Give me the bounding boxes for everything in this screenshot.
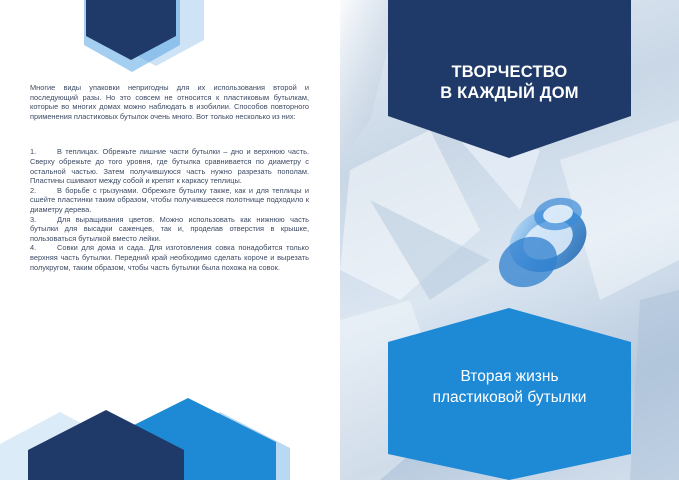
right-panel-cover bbox=[340, 0, 679, 480]
cover-subtitle bbox=[388, 366, 631, 408]
list-item-2 bbox=[30, 186, 309, 215]
list-number: 4. bbox=[30, 243, 37, 253]
intro-paragraph: Многие виды упаковки непригодны для их использования второй и последующий разы. Но это совсем не относится к пластиковым бутылкам, которые во многих домах можно наблюдать в изобилии. Способов повторного применения пластиковых бутылок очень много. Вот только несколько из них: bbox=[30, 83, 309, 121]
title-line-1: ТВОРЧЕСТВО bbox=[451, 63, 568, 81]
list-text: Совки для дома и сада. Для изготовления совка понадобится только верхняя часть бутылки. Передний край необходимо сделать короче и вырезать полукругом, таким образом, чтобы часть бутылки была похожа на совок. bbox=[30, 243, 309, 272]
list-text: В борьбе с грызунами. Обрежьте бутылку также, как и для теплицы и сшейте пластинки таким образом, чтобы получившееся полотнище подходило к диаметру дерева. bbox=[30, 185, 309, 214]
plastic-fold bbox=[630, 290, 679, 480]
bottle-neck-icon bbox=[491, 194, 597, 296]
title-line-2: В КАЖДЫЙ ДОМ bbox=[440, 84, 579, 102]
list-text: Для выращивания цветов. Можно использовать как нижнюю часть бутылки для высадки саженцев, так и, проделав отверстия в крышке, пользоваться бутылкой вместо лейки. bbox=[30, 214, 309, 243]
list-text: В теплицах. Обрежьте лишние части бутылки – дно и верхнюю часть. Сверху обрежьте до того уровня, где бутылка сравнивается по диаметру с остальной частью. Затем получившуюся часть нужно разрезать пополам. Пластины сшивают между собой и крепят к каркасу теплицы. bbox=[30, 147, 309, 186]
subtitle-line-1: Вторая жизнь bbox=[460, 368, 559, 385]
list-item-3 bbox=[30, 215, 309, 244]
article-text bbox=[30, 83, 309, 272]
list-item-4 bbox=[30, 243, 309, 272]
list-item-1 bbox=[30, 147, 309, 185]
list-number: 1. bbox=[30, 147, 37, 157]
cover-title bbox=[388, 62, 631, 104]
list-number: 2. bbox=[30, 185, 37, 195]
subtitle-line-2: пластиковой бутылки bbox=[432, 389, 587, 406]
list-number: 3. bbox=[30, 214, 37, 224]
